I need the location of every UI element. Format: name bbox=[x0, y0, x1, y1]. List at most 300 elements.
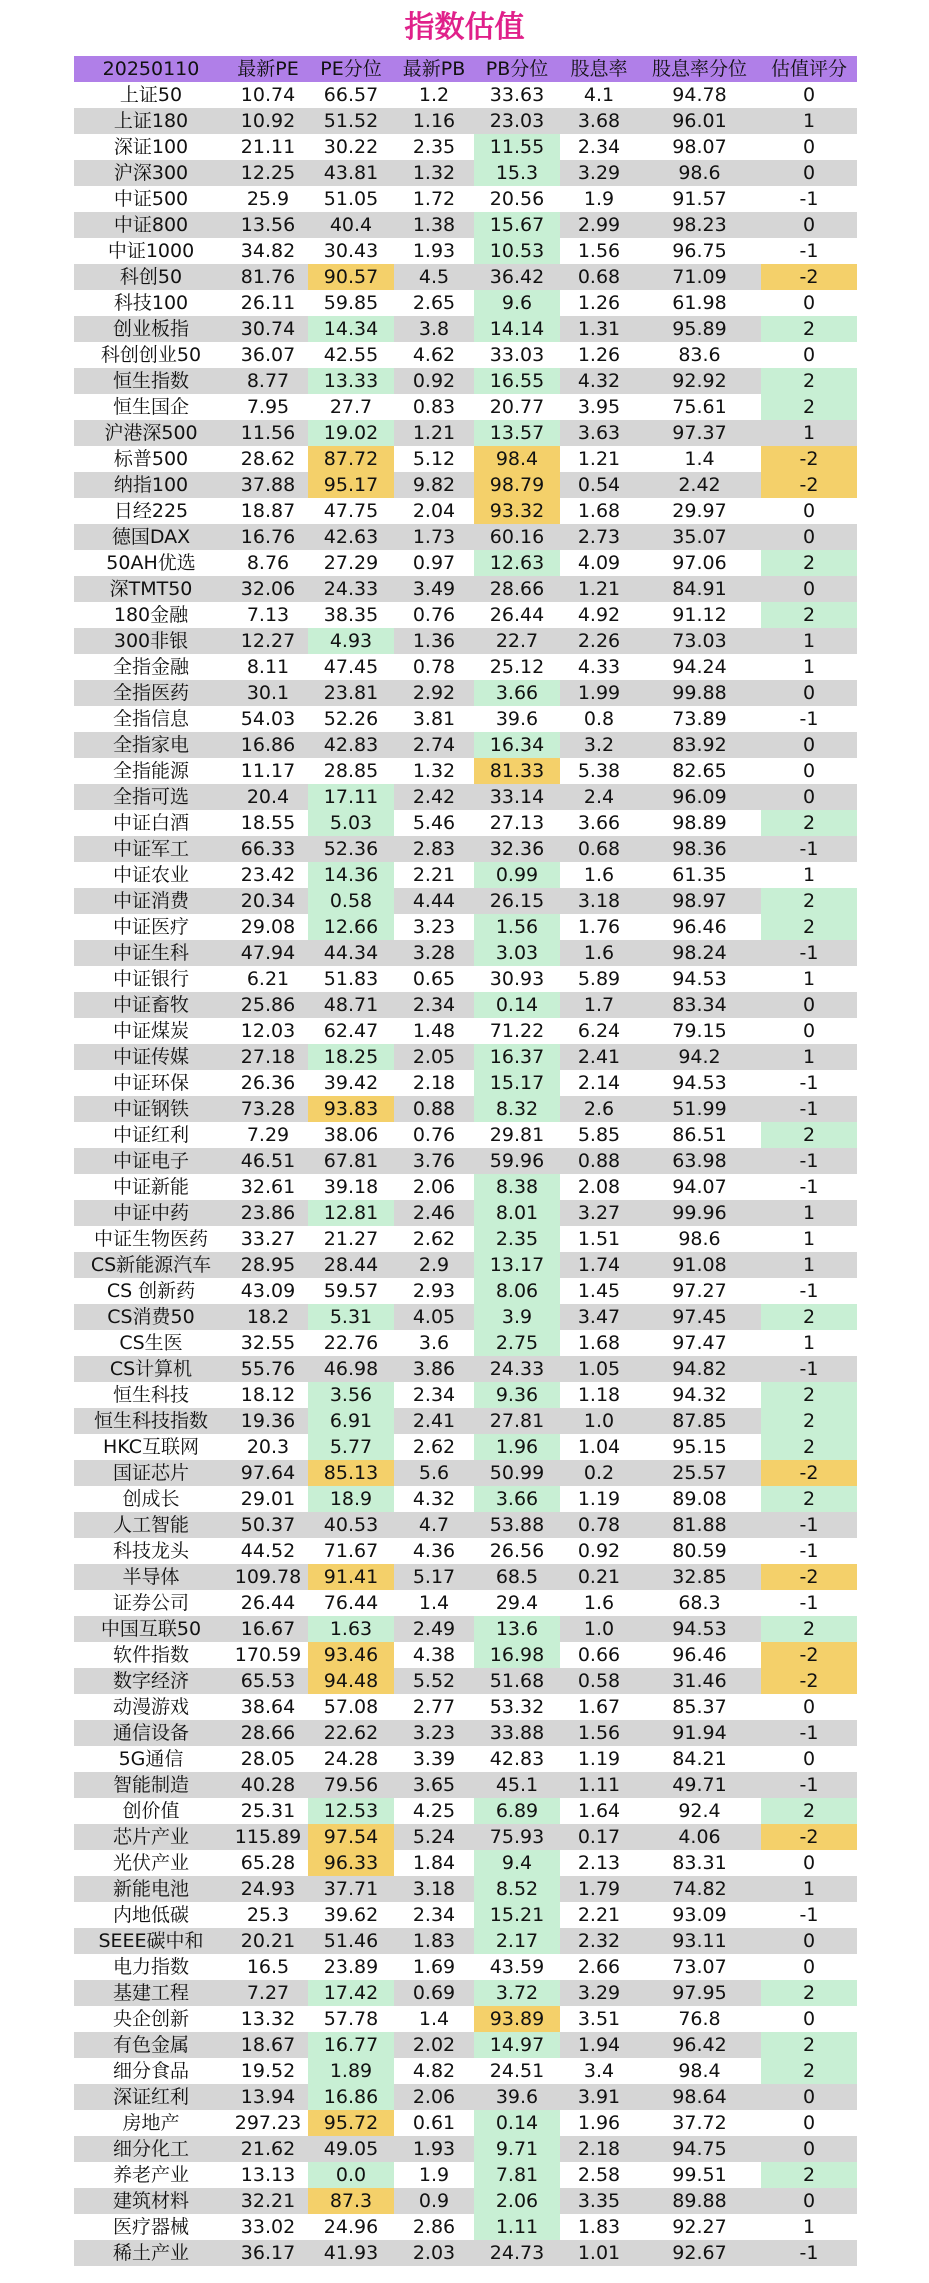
cell-valuation-score: 2 bbox=[761, 2058, 857, 2084]
cell-latest-pe: 32.06 bbox=[228, 576, 308, 602]
table-row bbox=[74, 1174, 857, 1200]
cell-latest-pe: 33.27 bbox=[228, 1226, 308, 1252]
cell-latest-pe: 6.21 bbox=[228, 966, 308, 992]
cell-latest-pb: 3.65 bbox=[394, 1772, 474, 1798]
cell-index-name: 中证白酒 bbox=[74, 810, 228, 836]
cell-dividend-percentile: 73.07 bbox=[638, 1954, 761, 1980]
cell-pb-percentile: 14.14 bbox=[474, 316, 560, 342]
cell-dividend-yield: 3.63 bbox=[560, 420, 638, 446]
cell-dividend-percentile: 89.08 bbox=[638, 1486, 761, 1512]
cell-pb-percentile: 7.81 bbox=[474, 2162, 560, 2188]
cell-pb-percentile: 15.17 bbox=[474, 1070, 560, 1096]
cell-pb-percentile: 1.11 bbox=[474, 2214, 560, 2240]
cell-index-name: 中国互联50 bbox=[74, 1616, 228, 1642]
cell-pe-percentile: 96.33 bbox=[308, 1850, 394, 1876]
cell-latest-pb: 4.05 bbox=[394, 1304, 474, 1330]
cell-latest-pb: 4.5 bbox=[394, 264, 474, 290]
cell-pe-percentile: 1.63 bbox=[308, 1616, 394, 1642]
cell-pe-percentile: 79.56 bbox=[308, 1772, 394, 1798]
table-row bbox=[74, 1122, 857, 1148]
cell-latest-pe: 28.62 bbox=[228, 446, 308, 472]
cell-pb-percentile: 27.81 bbox=[474, 1408, 560, 1434]
table-row bbox=[74, 1200, 857, 1226]
cell-valuation-score: 0 bbox=[761, 498, 857, 524]
cell-dividend-yield: 1.26 bbox=[560, 290, 638, 316]
cell-latest-pe: 54.03 bbox=[228, 706, 308, 732]
cell-latest-pe: 8.76 bbox=[228, 550, 308, 576]
cell-valuation-score: 2 bbox=[761, 914, 857, 940]
cell-pe-percentile: 46.98 bbox=[308, 1356, 394, 1382]
cell-dividend-percentile: 97.45 bbox=[638, 1304, 761, 1330]
cell-dividend-yield: 2.21 bbox=[560, 1902, 638, 1928]
cell-valuation-score: 2 bbox=[761, 888, 857, 914]
cell-latest-pb: 2.46 bbox=[394, 1200, 474, 1226]
cell-pb-percentile: 45.1 bbox=[474, 1772, 560, 1798]
cell-dividend-yield: 2.34 bbox=[560, 134, 638, 160]
cell-dividend-yield: 1.83 bbox=[560, 2214, 638, 2240]
cell-valuation-score: 2 bbox=[761, 316, 857, 342]
cell-pb-percentile: 53.32 bbox=[474, 1694, 560, 1720]
cell-pe-percentile: 91.41 bbox=[308, 1564, 394, 1590]
cell-valuation-score: 0 bbox=[761, 576, 857, 602]
cell-dividend-yield: 2.18 bbox=[560, 2136, 638, 2162]
cell-latest-pb: 9.82 bbox=[394, 472, 474, 498]
cell-pe-percentile: 3.56 bbox=[308, 1382, 394, 1408]
cell-dividend-percentile: 94.2 bbox=[638, 1044, 761, 1070]
cell-latest-pe: 7.13 bbox=[228, 602, 308, 628]
cell-pe-percentile: 51.05 bbox=[308, 186, 394, 212]
cell-dividend-yield: 2.66 bbox=[560, 1954, 638, 1980]
cell-pe-percentile: 12.53 bbox=[308, 1798, 394, 1824]
cell-pe-percentile: 97.54 bbox=[308, 1824, 394, 1850]
cell-dividend-yield: 3.91 bbox=[560, 2084, 638, 2110]
cell-dividend-percentile: 82.65 bbox=[638, 758, 761, 784]
cell-dividend-percentile: 91.12 bbox=[638, 602, 761, 628]
cell-valuation-score: 0 bbox=[761, 680, 857, 706]
cell-dividend-percentile: 94.07 bbox=[638, 1174, 761, 1200]
cell-pb-percentile: 15.3 bbox=[474, 160, 560, 186]
cell-dividend-percentile: 96.09 bbox=[638, 784, 761, 810]
cell-index-name: CS消费50 bbox=[74, 1304, 228, 1330]
cell-latest-pb: 1.84 bbox=[394, 1850, 474, 1876]
cell-latest-pb: 5.12 bbox=[394, 446, 474, 472]
cell-index-name: 中证500 bbox=[74, 186, 228, 212]
cell-pb-percentile: 15.21 bbox=[474, 1902, 560, 1928]
cell-pb-percentile: 0.99 bbox=[474, 862, 560, 888]
cell-latest-pb: 2.92 bbox=[394, 680, 474, 706]
cell-latest-pb: 2.65 bbox=[394, 290, 474, 316]
cell-latest-pb: 2.02 bbox=[394, 2032, 474, 2058]
cell-dividend-yield: 0.68 bbox=[560, 264, 638, 290]
cell-valuation-score: 2 bbox=[761, 368, 857, 394]
cell-index-name: 国证芯片 bbox=[74, 1460, 228, 1486]
cell-pb-percentile: 3.72 bbox=[474, 1980, 560, 2006]
cell-latest-pb: 2.05 bbox=[394, 1044, 474, 1070]
cell-valuation-score: 2 bbox=[761, 602, 857, 628]
table-row bbox=[74, 134, 857, 160]
cell-valuation-score: 1 bbox=[761, 1044, 857, 1070]
cell-pb-percentile: 3.03 bbox=[474, 940, 560, 966]
cell-latest-pe: 37.88 bbox=[228, 472, 308, 498]
cell-dividend-yield: 5.38 bbox=[560, 758, 638, 784]
cell-pe-percentile: 6.91 bbox=[308, 1408, 394, 1434]
cell-pb-percentile: 0.14 bbox=[474, 2110, 560, 2136]
cell-index-name: 全指医药 bbox=[74, 680, 228, 706]
cell-valuation-score: 2 bbox=[761, 1408, 857, 1434]
cell-latest-pe: 30.1 bbox=[228, 680, 308, 706]
cell-dividend-yield: 1.31 bbox=[560, 316, 638, 342]
cell-valuation-score: 0 bbox=[761, 2188, 857, 2214]
table-row bbox=[74, 160, 857, 186]
cell-pb-percentile: 98.4 bbox=[474, 446, 560, 472]
cell-latest-pb: 4.38 bbox=[394, 1642, 474, 1668]
cell-latest-pe: 30.74 bbox=[228, 316, 308, 342]
cell-dividend-yield: 0.78 bbox=[560, 1512, 638, 1538]
cell-dividend-yield: 3.66 bbox=[560, 810, 638, 836]
cell-pb-percentile: 26.44 bbox=[474, 602, 560, 628]
cell-dividend-yield: 2.32 bbox=[560, 1928, 638, 1954]
cell-dividend-percentile: 87.85 bbox=[638, 1408, 761, 1434]
cell-index-name: 中证环保 bbox=[74, 1070, 228, 1096]
cell-dividend-percentile: 94.82 bbox=[638, 1356, 761, 1382]
table-row bbox=[74, 1746, 857, 1772]
table-row bbox=[74, 602, 857, 628]
cell-pb-percentile: 1.96 bbox=[474, 1434, 560, 1460]
cell-dividend-yield: 2.13 bbox=[560, 1850, 638, 1876]
cell-dividend-percentile: 97.37 bbox=[638, 420, 761, 446]
table-row bbox=[74, 1564, 857, 1590]
cell-latest-pb: 1.32 bbox=[394, 758, 474, 784]
cell-latest-pb: 1.36 bbox=[394, 628, 474, 654]
cell-latest-pb: 0.65 bbox=[394, 966, 474, 992]
cell-dividend-yield: 3.2 bbox=[560, 732, 638, 758]
cell-latest-pe: 23.86 bbox=[228, 1200, 308, 1226]
table-row bbox=[74, 758, 857, 784]
cell-latest-pb: 0.61 bbox=[394, 2110, 474, 2136]
cell-pe-percentile: 38.06 bbox=[308, 1122, 394, 1148]
cell-dividend-percentile: 25.57 bbox=[638, 1460, 761, 1486]
cell-dividend-yield: 0.88 bbox=[560, 1148, 638, 1174]
cell-latest-pe: 19.52 bbox=[228, 2058, 308, 2084]
cell-pb-percentile: 27.13 bbox=[474, 810, 560, 836]
header-pe-percentile: PE分位 bbox=[308, 56, 394, 82]
cell-dividend-yield: 4.09 bbox=[560, 550, 638, 576]
cell-valuation-score: 2 bbox=[761, 550, 857, 576]
cell-index-name: 300非银 bbox=[74, 628, 228, 654]
cell-dividend-percentile: 89.88 bbox=[638, 2188, 761, 2214]
cell-index-name: 上证180 bbox=[74, 108, 228, 134]
table-row bbox=[74, 680, 857, 706]
cell-latest-pb: 1.16 bbox=[394, 108, 474, 134]
cell-valuation-score: 0 bbox=[761, 1954, 857, 1980]
cell-pb-percentile: 93.89 bbox=[474, 2006, 560, 2032]
cell-latest-pb: 2.42 bbox=[394, 784, 474, 810]
cell-valuation-score: -1 bbox=[761, 1148, 857, 1174]
cell-latest-pb: 3.49 bbox=[394, 576, 474, 602]
cell-dividend-yield: 0.21 bbox=[560, 1564, 638, 1590]
cell-dividend-yield: 3.27 bbox=[560, 1200, 638, 1226]
cell-latest-pe: 50.37 bbox=[228, 1512, 308, 1538]
header-pe: 最新PE bbox=[228, 56, 308, 82]
cell-latest-pe: 18.55 bbox=[228, 810, 308, 836]
table-row bbox=[74, 498, 857, 524]
cell-valuation-score: 2 bbox=[761, 1434, 857, 1460]
cell-pb-percentile: 12.63 bbox=[474, 550, 560, 576]
cell-latest-pe: 13.13 bbox=[228, 2162, 308, 2188]
cell-latest-pb: 3.6 bbox=[394, 1330, 474, 1356]
cell-pe-percentile: 4.93 bbox=[308, 628, 394, 654]
cell-valuation-score: 0 bbox=[761, 2006, 857, 2032]
cell-dividend-yield: 1.56 bbox=[560, 1720, 638, 1746]
cell-valuation-score: 0 bbox=[761, 212, 857, 238]
table-row bbox=[74, 810, 857, 836]
cell-index-name: 全指金融 bbox=[74, 654, 228, 680]
cell-valuation-score: -1 bbox=[761, 1720, 857, 1746]
cell-latest-pe: 26.36 bbox=[228, 1070, 308, 1096]
cell-dividend-yield: 0.17 bbox=[560, 1824, 638, 1850]
cell-latest-pe: 21.11 bbox=[228, 134, 308, 160]
cell-pe-percentile: 71.67 bbox=[308, 1538, 394, 1564]
cell-index-name: 芯片产业 bbox=[74, 1824, 228, 1850]
cell-latest-pe: 16.76 bbox=[228, 524, 308, 550]
cell-latest-pe: 24.93 bbox=[228, 1876, 308, 1902]
cell-latest-pe: 73.28 bbox=[228, 1096, 308, 1122]
cell-latest-pe: 170.59 bbox=[228, 1642, 308, 1668]
cell-pb-percentile: 15.67 bbox=[474, 212, 560, 238]
cell-latest-pe: 16.86 bbox=[228, 732, 308, 758]
cell-pe-percentile: 37.71 bbox=[308, 1876, 394, 1902]
cell-index-name: 医疗器械 bbox=[74, 2214, 228, 2240]
cell-pb-percentile: 10.53 bbox=[474, 238, 560, 264]
cell-valuation-score: 1 bbox=[761, 966, 857, 992]
cell-pe-percentile: 51.46 bbox=[308, 1928, 394, 1954]
cell-index-name: 深证100 bbox=[74, 134, 228, 160]
cell-latest-pe: 297.23 bbox=[228, 2110, 308, 2136]
cell-latest-pe: 43.09 bbox=[228, 1278, 308, 1304]
cell-pb-percentile: 33.14 bbox=[474, 784, 560, 810]
cell-pe-percentile: 23.89 bbox=[308, 1954, 394, 1980]
cell-valuation-score: 0 bbox=[761, 1746, 857, 1772]
table-row bbox=[74, 1512, 857, 1538]
table-row bbox=[74, 1772, 857, 1798]
table-row bbox=[74, 1980, 857, 2006]
cell-dividend-percentile: 91.08 bbox=[638, 1252, 761, 1278]
cell-latest-pe: 10.74 bbox=[228, 82, 308, 108]
cell-pe-percentile: 41.93 bbox=[308, 2240, 394, 2266]
cell-pe-percentile: 17.42 bbox=[308, 1980, 394, 2006]
table-row bbox=[74, 2058, 857, 2084]
cell-latest-pe: 18.67 bbox=[228, 2032, 308, 2058]
cell-latest-pb: 2.93 bbox=[394, 1278, 474, 1304]
table-row bbox=[74, 238, 857, 264]
cell-dividend-percentile: 86.51 bbox=[638, 1122, 761, 1148]
cell-valuation-score: -1 bbox=[761, 706, 857, 732]
cell-pe-percentile: 19.02 bbox=[308, 420, 394, 446]
cell-valuation-score: -2 bbox=[761, 1824, 857, 1850]
cell-valuation-score: -1 bbox=[761, 1278, 857, 1304]
cell-latest-pb: 1.4 bbox=[394, 2006, 474, 2032]
cell-valuation-score: 0 bbox=[761, 1850, 857, 1876]
cell-valuation-score: 0 bbox=[761, 992, 857, 1018]
cell-index-name: 恒生国企 bbox=[74, 394, 228, 420]
cell-valuation-score: 1 bbox=[761, 628, 857, 654]
cell-index-name: 德国DAX bbox=[74, 524, 228, 550]
cell-dividend-yield: 1.7 bbox=[560, 992, 638, 1018]
table-row bbox=[74, 862, 857, 888]
cell-latest-pe: 46.51 bbox=[228, 1148, 308, 1174]
cell-dividend-percentile: 99.51 bbox=[638, 2162, 761, 2188]
cell-dividend-yield: 2.08 bbox=[560, 1174, 638, 1200]
table-row bbox=[74, 1408, 857, 1434]
cell-pe-percentile: 44.34 bbox=[308, 940, 394, 966]
cell-pe-percentile: 42.55 bbox=[308, 342, 394, 368]
cell-latest-pe: 25.31 bbox=[228, 1798, 308, 1824]
cell-index-name: 中证中药 bbox=[74, 1200, 228, 1226]
cell-latest-pb: 1.93 bbox=[394, 2136, 474, 2162]
cell-dividend-yield: 5.85 bbox=[560, 1122, 638, 1148]
cell-pb-percentile: 0.14 bbox=[474, 992, 560, 1018]
cell-latest-pe: 28.95 bbox=[228, 1252, 308, 1278]
cell-index-name: 科创50 bbox=[74, 264, 228, 290]
cell-dividend-percentile: 96.75 bbox=[638, 238, 761, 264]
cell-pe-percentile: 39.42 bbox=[308, 1070, 394, 1096]
cell-pe-percentile: 52.36 bbox=[308, 836, 394, 862]
cell-dividend-percentile: 61.35 bbox=[638, 862, 761, 888]
cell-dividend-percentile: 92.67 bbox=[638, 2240, 761, 2266]
cell-dividend-percentile: 98.23 bbox=[638, 212, 761, 238]
table-row bbox=[74, 1824, 857, 1850]
cell-latest-pb: 4.32 bbox=[394, 1486, 474, 1512]
cell-latest-pe: 29.08 bbox=[228, 914, 308, 940]
cell-valuation-score: -1 bbox=[761, 1512, 857, 1538]
cell-valuation-score: 0 bbox=[761, 160, 857, 186]
cell-index-name: 沪深300 bbox=[74, 160, 228, 186]
cell-valuation-score: 1 bbox=[761, 1226, 857, 1252]
cell-latest-pb: 2.21 bbox=[394, 862, 474, 888]
cell-dividend-yield: 0.8 bbox=[560, 706, 638, 732]
cell-pe-percentile: 0.0 bbox=[308, 2162, 394, 2188]
table-row bbox=[74, 2032, 857, 2058]
cell-pb-percentile: 60.16 bbox=[474, 524, 560, 550]
table-row bbox=[74, 706, 857, 732]
cell-latest-pb: 3.28 bbox=[394, 940, 474, 966]
table-row bbox=[74, 1382, 857, 1408]
table-row bbox=[74, 82, 857, 108]
cell-valuation-score: 2 bbox=[761, 1486, 857, 1512]
cell-valuation-score: 0 bbox=[761, 1928, 857, 1954]
cell-dividend-yield: 1.01 bbox=[560, 2240, 638, 2266]
cell-index-name: 深证红利 bbox=[74, 2084, 228, 2110]
cell-pe-percentile: 30.22 bbox=[308, 134, 394, 160]
cell-dividend-yield: 1.68 bbox=[560, 1330, 638, 1356]
cell-valuation-score: -1 bbox=[761, 1538, 857, 1564]
cell-dividend-yield: 4.33 bbox=[560, 654, 638, 680]
cell-latest-pb: 3.86 bbox=[394, 1356, 474, 1382]
cell-valuation-score: 2 bbox=[761, 394, 857, 420]
cell-latest-pe: 27.18 bbox=[228, 1044, 308, 1070]
cell-latest-pb: 2.77 bbox=[394, 1694, 474, 1720]
cell-dividend-percentile: 97.47 bbox=[638, 1330, 761, 1356]
cell-dividend-percentile: 83.34 bbox=[638, 992, 761, 1018]
cell-latest-pb: 2.62 bbox=[394, 1434, 474, 1460]
table-row bbox=[74, 992, 857, 1018]
cell-pb-percentile: 16.98 bbox=[474, 1642, 560, 1668]
cell-dividend-yield: 1.19 bbox=[560, 1746, 638, 1772]
cell-latest-pb: 0.76 bbox=[394, 1122, 474, 1148]
cell-dividend-percentile: 35.07 bbox=[638, 524, 761, 550]
cell-pe-percentile: 95.17 bbox=[308, 472, 394, 498]
cell-index-name: 上证50 bbox=[74, 82, 228, 108]
cell-latest-pe: 7.27 bbox=[228, 1980, 308, 2006]
cell-dividend-percentile: 81.88 bbox=[638, 1512, 761, 1538]
cell-index-name: 中证消费 bbox=[74, 888, 228, 914]
cell-dividend-yield: 1.21 bbox=[560, 576, 638, 602]
cell-latest-pe: 34.82 bbox=[228, 238, 308, 264]
cell-pb-percentile: 53.88 bbox=[474, 1512, 560, 1538]
cell-latest-pe: 23.42 bbox=[228, 862, 308, 888]
cell-dividend-yield: 4.32 bbox=[560, 368, 638, 394]
cell-valuation-score: 0 bbox=[761, 2110, 857, 2136]
cell-index-name: 科技龙头 bbox=[74, 1538, 228, 1564]
cell-valuation-score: 0 bbox=[761, 1694, 857, 1720]
cell-dividend-yield: 3.47 bbox=[560, 1304, 638, 1330]
cell-pe-percentile: 17.11 bbox=[308, 784, 394, 810]
table-row bbox=[74, 576, 857, 602]
table-row bbox=[74, 1694, 857, 1720]
cell-pe-percentile: 93.46 bbox=[308, 1642, 394, 1668]
cell-latest-pb: 1.72 bbox=[394, 186, 474, 212]
cell-latest-pb: 4.36 bbox=[394, 1538, 474, 1564]
cell-dividend-percentile: 74.82 bbox=[638, 1876, 761, 1902]
cell-valuation-score: 2 bbox=[761, 1798, 857, 1824]
cell-dividend-percentile: 29.97 bbox=[638, 498, 761, 524]
cell-valuation-score: 0 bbox=[761, 524, 857, 550]
cell-valuation-score: 0 bbox=[761, 1018, 857, 1044]
cell-latest-pb: 2.41 bbox=[394, 1408, 474, 1434]
cell-index-name: 日经225 bbox=[74, 498, 228, 524]
table-row bbox=[74, 914, 857, 940]
cell-dividend-yield: 3.68 bbox=[560, 108, 638, 134]
table-row bbox=[74, 420, 857, 446]
cell-pb-percentile: 93.32 bbox=[474, 498, 560, 524]
cell-index-name: 养老产业 bbox=[74, 2162, 228, 2188]
cell-pb-percentile: 24.51 bbox=[474, 2058, 560, 2084]
cell-latest-pb: 3.23 bbox=[394, 1720, 474, 1746]
cell-latest-pe: 12.25 bbox=[228, 160, 308, 186]
cell-pe-percentile: 14.36 bbox=[308, 862, 394, 888]
cell-dividend-percentile: 61.98 bbox=[638, 290, 761, 316]
cell-dividend-yield: 1.56 bbox=[560, 238, 638, 264]
table-row bbox=[74, 550, 857, 576]
table-row bbox=[74, 836, 857, 862]
cell-dividend-yield: 3.29 bbox=[560, 1980, 638, 2006]
cell-dividend-percentile: 73.89 bbox=[638, 706, 761, 732]
cell-latest-pb: 0.97 bbox=[394, 550, 474, 576]
cell-latest-pe: 20.3 bbox=[228, 1434, 308, 1460]
cell-dividend-yield: 5.89 bbox=[560, 966, 638, 992]
cell-latest-pb: 2.34 bbox=[394, 992, 474, 1018]
cell-valuation-score: 2 bbox=[761, 1122, 857, 1148]
cell-dividend-yield: 1.04 bbox=[560, 1434, 638, 1460]
cell-dividend-percentile: 83.31 bbox=[638, 1850, 761, 1876]
cell-latest-pb: 4.25 bbox=[394, 1798, 474, 1824]
cell-pe-percentile: 16.77 bbox=[308, 2032, 394, 2058]
cell-dividend-yield: 0.54 bbox=[560, 472, 638, 498]
cell-latest-pe: 21.62 bbox=[228, 2136, 308, 2162]
cell-pe-percentile: 18.25 bbox=[308, 1044, 394, 1070]
cell-pb-percentile: 30.93 bbox=[474, 966, 560, 992]
cell-valuation-score: 0 bbox=[761, 732, 857, 758]
